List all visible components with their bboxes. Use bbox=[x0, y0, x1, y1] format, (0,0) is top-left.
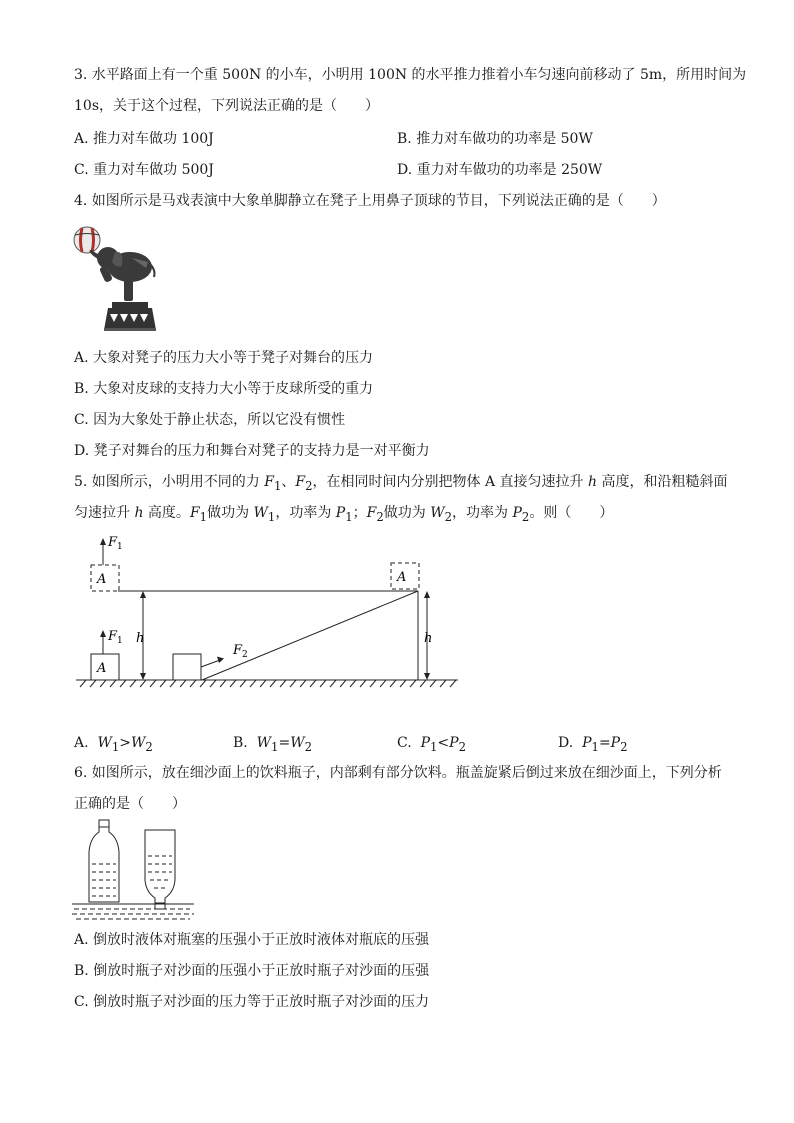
label-f1-lower: $F_1$ bbox=[108, 629, 123, 646]
q5-option-b: B. $W_1=W_2$ bbox=[233, 735, 313, 754]
q6-stem-line1: 6. 如图所示，放在细沙面上的饮料瓶子，内部剩有部分饮料。瓶盖旋紧后倒过来放在细沙面上，下列分析 bbox=[74, 765, 722, 781]
bottles-figure bbox=[70, 818, 195, 922]
q3-stem-line2: 10s，关于这个过程，下列说法正确的是（ ） bbox=[74, 98, 379, 114]
label-h-right: h bbox=[424, 631, 433, 646]
arrow-f1-upper-icon bbox=[100, 538, 106, 565]
q6-option-c: C. 倒放时瓶子对沙面的压力等于正放时瓶子对沙面的压力 bbox=[74, 994, 430, 1010]
q5-stem-line1: 5. 如图所示，小明用不同的力 $F_1$、$F_2$，在相同时间内分别把物体 A 直接匀速拉升 h 高度，和沿粗糙斜面 bbox=[74, 474, 728, 493]
q4-stem: 4. 如图所示是马戏表演中大象单脚静立在凳子上用鼻子顶球的节目，下列说法正确的是（ ） bbox=[74, 193, 666, 209]
q4-option-c: C. 因为大象处于静止状态，所以它没有惯性 bbox=[74, 412, 346, 428]
arrow-f1-lower-icon bbox=[100, 630, 106, 654]
bottle-upright-icon bbox=[89, 820, 119, 902]
sand-surface bbox=[72, 904, 194, 919]
q6-stem-line2: 正确的是（ ） bbox=[74, 796, 186, 812]
arrow-f2-icon bbox=[201, 657, 224, 668]
q3-option-b: B. 推力对车做功的功率是 50W bbox=[397, 131, 593, 147]
box-incline-base bbox=[173, 654, 201, 680]
ground bbox=[76, 680, 458, 687]
q5-option-c: C. $P_1<P_2$ bbox=[397, 735, 466, 754]
q6-option-a: A. 倒放时液体对瓶塞的压强小于正放时液体对瓶底的压强 bbox=[74, 932, 430, 948]
label-f1-upper: $F_1$ bbox=[108, 535, 123, 552]
q5-option-a: A. $W_1>W_2$ bbox=[74, 735, 153, 754]
q3-option-a: A. 推力对车做功 100J bbox=[74, 131, 214, 147]
incline-figure bbox=[70, 530, 462, 690]
ball-icon bbox=[74, 227, 100, 253]
incline-slope bbox=[202, 591, 418, 680]
label-f2: $F_2$ bbox=[233, 643, 248, 660]
q6-option-b: B. 倒放时瓶子对沙面的压强小于正放时瓶子对沙面的压强 bbox=[74, 963, 430, 979]
stool-icon bbox=[104, 302, 156, 331]
elephant-figure bbox=[70, 222, 165, 334]
q3-option-d: D. 重力对车做功的功率是 250W bbox=[397, 162, 603, 178]
box-a-ground-label: A bbox=[97, 661, 107, 676]
q3-stem-line1: 3. 水平路面上有一个重 500N 的小车，小明用 100N 的水平推力推着小车匀速向前移动了 5m，所用时间为 bbox=[74, 67, 747, 83]
q5-stem-line2: 匀速拉升 h 高度。$F_1$做功为 $W_1$，功率为 $P_1$；$F_2$做功为 $W_2$，功率为 $P_2$。则（ ） bbox=[74, 505, 614, 524]
q4-option-d: D. 凳子对舞台的压力和舞台对凳子的支持力是一对平衡力 bbox=[74, 443, 430, 459]
bottle-inverted-icon bbox=[145, 830, 175, 909]
box-a-raised-label: A bbox=[97, 572, 107, 587]
box-a-incline-top-label: A bbox=[397, 570, 407, 585]
label-h-left: h bbox=[136, 631, 145, 646]
elephant-icon bbox=[89, 247, 154, 301]
q5-option-d: D. $P_1=P_2$ bbox=[558, 735, 628, 754]
q4-option-a: A. 大象对凳子的压力大小等于凳子对舞台的压力 bbox=[74, 350, 374, 366]
q3-option-c: C. 重力对车做功 500J bbox=[74, 162, 214, 178]
q4-option-b: B. 大象对皮球的支持力大小等于皮球所受的重力 bbox=[74, 381, 374, 397]
